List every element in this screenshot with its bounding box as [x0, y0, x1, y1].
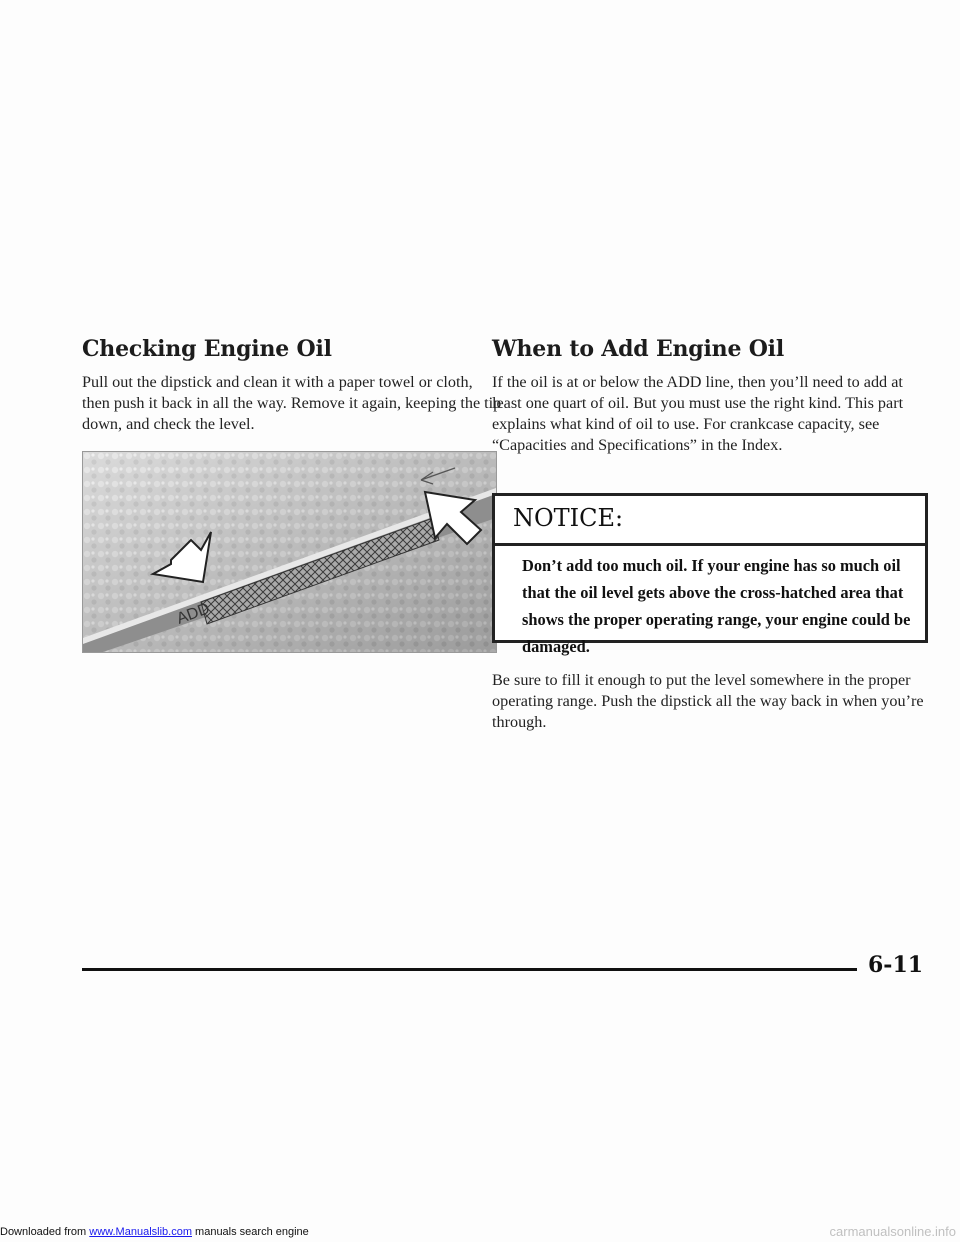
page-number: 6-11	[868, 952, 924, 978]
checking-oil-paragraph: Pull out the dipstick and clean it with a paper towel or cloth, then push it back in all the way. Remove it again, keeping the tip down, and check the level.	[82, 373, 502, 433]
notice-text: Don’t add too much oil. If your engine has so much oil that the oil level gets above the cross-hatched area that shows the proper operating range, your engine could be damaged.	[522, 556, 911, 656]
dipstick-photo	[82, 451, 497, 653]
right-column	[492, 336, 932, 456]
dipstick-add-label: ADD	[174, 600, 213, 628]
section-heading-checking-oil: Checking Engine Oil	[82, 336, 332, 362]
notice-title: NOTICE:	[495, 496, 925, 546]
left-column	[82, 336, 502, 435]
fill-level-paragraph: Be sure to fill it enough to put the level somewhere in the proper operating range. Push the dipstick all the way back in when you’re through.	[492, 671, 924, 731]
notice-box	[492, 493, 928, 656]
footer-suffix: manuals search engine	[191, 1226, 309, 1238]
manualslib-link[interactable]: www.Manualslib.com	[89, 1226, 192, 1238]
watermark: carmanualsonline.info	[829, 1224, 956, 1239]
footer-rule	[82, 968, 857, 971]
dipstick-illustration	[83, 452, 496, 652]
download-footer	[0, 1226, 309, 1238]
section-heading-when-to-add: When to Add Engine Oil	[492, 336, 784, 362]
after-notice-section	[492, 670, 932, 733]
footer-prefix: Downloaded from	[0, 1226, 90, 1238]
when-to-add-paragraph: If the oil is at or below the ADD line, then you’ll need to add at least one quart of oil. But you must use the right kind. This part explains what kind of oil to use. For crankcase capacity, see “Capacities and Specifications” in the Index.	[492, 373, 904, 454]
